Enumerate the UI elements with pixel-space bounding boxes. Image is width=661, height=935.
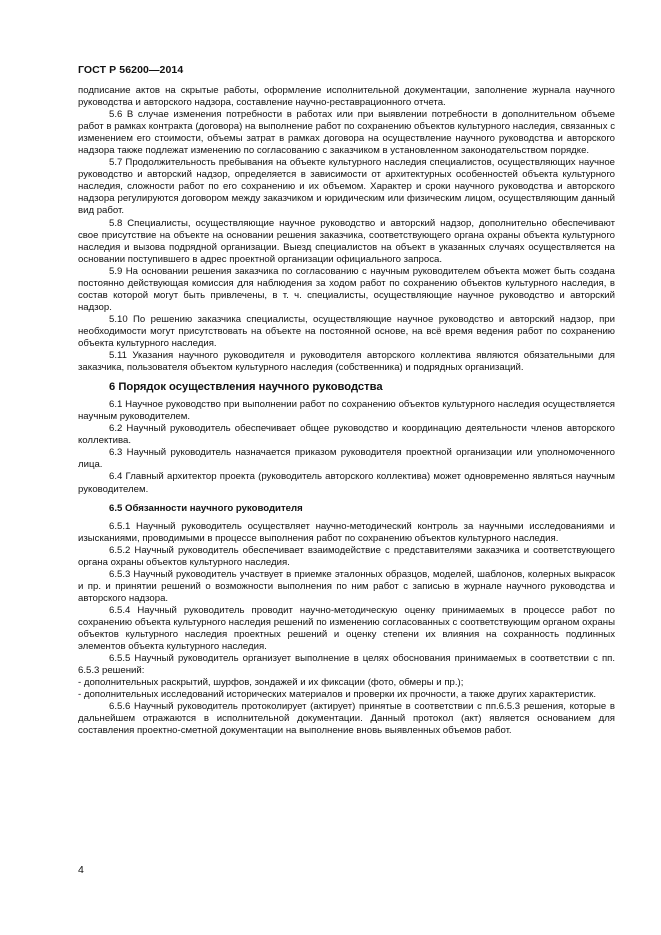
paragraph-6-2: 6.2 Научный руководитель обеспечивает общее руководство и координацию деятельности членов авторского коллектива. bbox=[78, 423, 615, 447]
paragraph-5-11: 5.11 Указания научного руководителя и руководителя авторского коллектива являются обязательными для заказчика, пользователя объектом культурного наследия (собственника) и подрядных организаций. bbox=[78, 350, 615, 374]
section-6-heading: 6 Порядок осуществления научного руководства bbox=[109, 381, 383, 394]
paragraph-5-5-continued: подписание актов на скрытые работы, оформление исполнительной документации, заполнение журнала научного руководства и авторского надзора, составление научно-реставрационного отчета. bbox=[78, 85, 615, 109]
document-header: ГОСТ Р 56200—2014 bbox=[78, 64, 184, 76]
paragraph-6-1: 6.1 Научное руководство при выполнении работ по сохранению объектов культурного наследия осуществляется научным руководителем. bbox=[78, 399, 615, 423]
paragraph-5-10: 5.10 По решению заказчика специалисты, осуществляющие научное руководство и авторский надзор, при необходимости могут присутствовать на объекте на постоянной основе, на всё время ведения работ по сохранению объекта культурного наследия. bbox=[78, 313, 615, 349]
paragraph-6-5-1: 6.5.1 Научный руководитель осуществляет научно-методический контроль за научными исследованиями и изысканиями, проводимыми в процессе выполнения работ по сохранению объектов культурного наследия. bbox=[78, 520, 615, 544]
paragraph-5-6: 5.6 В случае изменения потребности в работах или при выявлении потребности в дополнительном объеме работ в рамках контракта (договора) на выполнение работ по сохранению объектов культурного наследия, связанных с изменением его стоимости, объемы затрат в рамках договора на осуществление научного руководства и авторского надзора также подлежат изменению по согласованию с заказчиком в установленном законодательством порядке. bbox=[78, 109, 615, 157]
paragraph-6-5-5: 6.5.5 Научный руководитель организует выполнение в целях обоснования принимаемых в соответствии с пп. 6.5.3 решений: bbox=[78, 653, 615, 677]
paragraph-6-5-3: 6.5.3 Научный руководитель участвует в приемке эталонных образцов, моделей, шаблонов, колерных выкрасок и пр. и принятии решений о возможности выполнения по ним работ с записью в журнале научного руководства и авторского надзора. bbox=[78, 568, 615, 604]
paragraph-6-5-6: 6.5.6 Научный руководитель протоколирует (актирует) принятые в соответствии с пп.6.5.3 решения, которые в дальнейшем отражаются в исполнительной документации. Данный протокол (акт) является основанием для составления проектно-сметной документации на выполнение вновь выявленных объемов работ. bbox=[78, 701, 615, 737]
paragraph-6-5-2: 6.5.2 Научный руководитель обеспечивает взаимодействие с представителями заказчика и соответствующего органа охраны объектов культурного наследия. bbox=[78, 544, 615, 568]
paragraph-5-8: 5.8 Специалисты, осуществляющие научное руководство и авторский надзор, дополнительно обеспечивают свое присутствие на объекте на основании решения заказчика, соответствующего органа охраны объекта культурного наследия и вызова подрядной организации. Выезд специалистов на объект в указанных случаях осуществляется на основании поступившего в адрес проектной организации официального запроса. bbox=[78, 217, 615, 265]
paragraph-6-3: 6.3 Научный руководитель назначается приказом руководителя проектной организации или уполномоченного лица. bbox=[78, 447, 615, 471]
paragraph-5-9: 5.9 На основании решения заказчика по согласованию с научным руководителем объекта может быть создана постоянно действующая комиссия для наблюдения за ходом работ по сохранению объектов культурного наследия, в состав которой могут быть привлечены, в т. ч. специалисты, осуществляющие научное руководство и авторский надзор. bbox=[78, 265, 615, 313]
paragraph-5-7: 5.7 Продолжительность пребывания на объекте культурного наследия специалистов, осуществляющих научное руководство и авторский надзор, определяется в зависимости от архитектурных особенностей объекта культурного наследия, сложности работ по его сохранению и их объемом. Характер и сроки научного руководства и авторского надзора регулируются договором между заказчиком и юридическим или физическим лицом, осуществляющим данный вид работ. bbox=[78, 157, 615, 217]
document-body bbox=[78, 85, 615, 737]
list-item-material-studies: - дополнительных исследований исторических материалов и проверки их прочности, а также других характеристик. bbox=[78, 689, 597, 701]
subsection-6-5-heading: 6.5 Обязанности научного руководителя bbox=[109, 502, 303, 514]
page-number: 4 bbox=[78, 864, 84, 876]
paragraph-6-5-4: 6.5.4 Научный руководитель проводит научно-методическую оценку принимаемых в процессе работ по сохранению объекта культурного наследия решений по изменению согласованных с соответствующим органом охраны объектов культурного наследия проектных решений и оценку степени их влияния на сохранность подлинных элементов объекта культурного наследия. bbox=[78, 604, 615, 653]
paragraph-6-4: 6.4 Главный архитектор проекта (руководитель авторского коллектива) может одновременно являться научным руководителем. bbox=[78, 471, 615, 495]
list-item-openings: - дополнительных раскрытий, шурфов, зондажей и их фиксации (фото, обмеры и пр.); bbox=[78, 677, 464, 689]
